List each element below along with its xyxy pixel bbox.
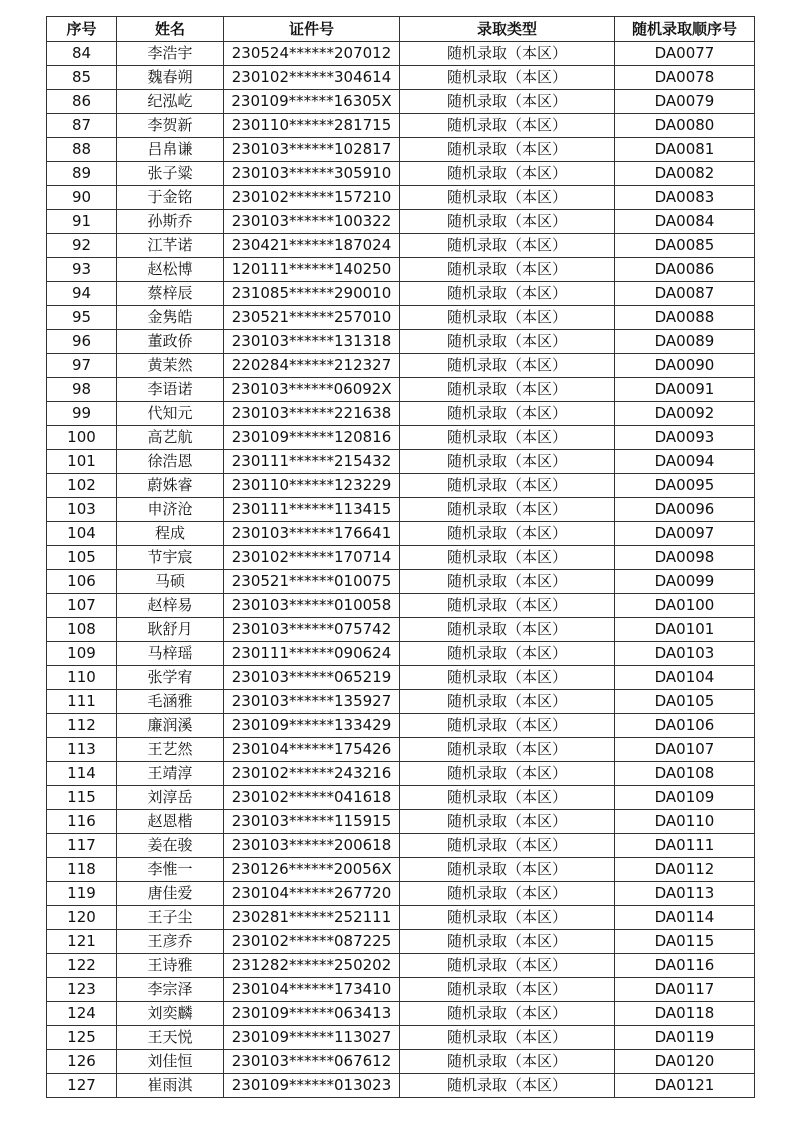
cell-random-order: DA0117 — [615, 978, 755, 1002]
table-row — [47, 42, 755, 66]
header-id-number: 证件号 — [224, 17, 400, 42]
cell-admission-type: 随机录取（本区） — [400, 642, 615, 666]
table-row — [47, 834, 755, 858]
cell-name: 赵梓易 — [117, 594, 224, 618]
cell-random-order: DA0109 — [615, 786, 755, 810]
table-row — [47, 1002, 755, 1026]
cell-serial: 103 — [47, 498, 117, 522]
cell-random-order: DA0120 — [615, 1050, 755, 1074]
cell-id-number: 120111******140250 — [224, 258, 400, 282]
cell-id-number: 230109******133429 — [224, 714, 400, 738]
cell-name: 毛涵雅 — [117, 690, 224, 714]
cell-name: 孙斯乔 — [117, 210, 224, 234]
cell-id-number: 230103******100322 — [224, 210, 400, 234]
table-row — [47, 234, 755, 258]
cell-admission-type: 随机录取（本区） — [400, 450, 615, 474]
cell-id-number: 230103******065219 — [224, 666, 400, 690]
cell-serial: 113 — [47, 738, 117, 762]
cell-admission-type: 随机录取（本区） — [400, 570, 615, 594]
cell-serial: 90 — [47, 186, 117, 210]
cell-random-order: DA0112 — [615, 858, 755, 882]
cell-id-number: 230109******113027 — [224, 1026, 400, 1050]
cell-name: 黄茉然 — [117, 354, 224, 378]
cell-random-order: DA0119 — [615, 1026, 755, 1050]
cell-name: 吕帛谦 — [117, 138, 224, 162]
cell-admission-type: 随机录取（本区） — [400, 738, 615, 762]
cell-id-number: 230110******123229 — [224, 474, 400, 498]
cell-admission-type: 随机录取（本区） — [400, 282, 615, 306]
cell-name: 代知元 — [117, 402, 224, 426]
cell-name: 赵恩楷 — [117, 810, 224, 834]
cell-admission-type: 随机录取（本区） — [400, 882, 615, 906]
cell-serial: 93 — [47, 258, 117, 282]
cell-admission-type: 随机录取（本区） — [400, 978, 615, 1002]
cell-random-order: DA0113 — [615, 882, 755, 906]
cell-random-order: DA0095 — [615, 474, 755, 498]
cell-name: 王彦乔 — [117, 930, 224, 954]
cell-serial: 111 — [47, 690, 117, 714]
cell-name: 李惟一 — [117, 858, 224, 882]
table-row — [47, 306, 755, 330]
table-row — [47, 930, 755, 954]
cell-name: 金隽皓 — [117, 306, 224, 330]
table-row — [47, 594, 755, 618]
cell-id-number: 230111******215432 — [224, 450, 400, 474]
cell-admission-type: 随机录取（本区） — [400, 426, 615, 450]
cell-admission-type: 随机录取（本区） — [400, 114, 615, 138]
cell-id-number: 230524******207012 — [224, 42, 400, 66]
header-admission-type: 录取类型 — [400, 17, 615, 42]
cell-id-number: 230103******200618 — [224, 834, 400, 858]
table-row — [47, 882, 755, 906]
table-row — [47, 210, 755, 234]
cell-name: 王艺然 — [117, 738, 224, 762]
cell-name: 姜在骏 — [117, 834, 224, 858]
cell-id-number: 220284******212327 — [224, 354, 400, 378]
table-row — [47, 1026, 755, 1050]
cell-admission-type: 随机录取（本区） — [400, 906, 615, 930]
cell-random-order: DA0081 — [615, 138, 755, 162]
table-row — [47, 90, 755, 114]
table-row — [47, 402, 755, 426]
cell-serial: 119 — [47, 882, 117, 906]
cell-id-number: 230102******041618 — [224, 786, 400, 810]
cell-random-order: DA0091 — [615, 378, 755, 402]
cell-serial: 88 — [47, 138, 117, 162]
cell-admission-type: 随机录取（本区） — [400, 834, 615, 858]
cell-name: 崔雨淇 — [117, 1074, 224, 1098]
cell-random-order: DA0090 — [615, 354, 755, 378]
cell-admission-type: 随机录取（本区） — [400, 618, 615, 642]
cell-random-order: DA0104 — [615, 666, 755, 690]
cell-serial: 89 — [47, 162, 117, 186]
cell-serial: 84 — [47, 42, 117, 66]
cell-random-order: DA0121 — [615, 1074, 755, 1098]
cell-name: 唐佳爱 — [117, 882, 224, 906]
cell-name: 徐浩恩 — [117, 450, 224, 474]
cell-name: 王子尘 — [117, 906, 224, 930]
table-row — [47, 138, 755, 162]
cell-name: 刘淳岳 — [117, 786, 224, 810]
cell-name: 耿舒月 — [117, 618, 224, 642]
cell-id-number: 230103******067612 — [224, 1050, 400, 1074]
cell-serial: 106 — [47, 570, 117, 594]
cell-serial: 94 — [47, 282, 117, 306]
cell-id-number: 230111******090624 — [224, 642, 400, 666]
table-row — [47, 162, 755, 186]
cell-id-number: 230111******113415 — [224, 498, 400, 522]
cell-random-order: DA0084 — [615, 210, 755, 234]
cell-admission-type: 随机录取（本区） — [400, 210, 615, 234]
cell-id-number: 230102******243216 — [224, 762, 400, 786]
cell-random-order: DA0082 — [615, 162, 755, 186]
cell-random-order: DA0098 — [615, 546, 755, 570]
table-row — [47, 906, 755, 930]
table-row — [47, 546, 755, 570]
cell-id-number: 230421******187024 — [224, 234, 400, 258]
cell-admission-type: 随机录取（本区） — [400, 354, 615, 378]
cell-name: 李语诺 — [117, 378, 224, 402]
cell-name: 纪泓屹 — [117, 90, 224, 114]
cell-serial: 127 — [47, 1074, 117, 1098]
cell-id-number: 230103******305910 — [224, 162, 400, 186]
cell-random-order: DA0101 — [615, 618, 755, 642]
cell-random-order: DA0099 — [615, 570, 755, 594]
cell-name: 刘佳恒 — [117, 1050, 224, 1074]
cell-admission-type: 随机录取（本区） — [400, 378, 615, 402]
cell-admission-type: 随机录取（本区） — [400, 930, 615, 954]
cell-admission-type: 随机录取（本区） — [400, 42, 615, 66]
cell-serial: 95 — [47, 306, 117, 330]
cell-admission-type: 随机录取（本区） — [400, 234, 615, 258]
cell-name: 高艺航 — [117, 426, 224, 450]
cell-serial: 105 — [47, 546, 117, 570]
cell-random-order: DA0118 — [615, 1002, 755, 1026]
cell-random-order: DA0111 — [615, 834, 755, 858]
cell-admission-type: 随机录取（本区） — [400, 306, 615, 330]
cell-random-order: DA0087 — [615, 282, 755, 306]
cell-admission-type: 随机录取（本区） — [400, 546, 615, 570]
table-row — [47, 954, 755, 978]
cell-serial: 123 — [47, 978, 117, 1002]
cell-random-order: DA0096 — [615, 498, 755, 522]
table-body — [47, 42, 755, 1098]
table-row — [47, 378, 755, 402]
cell-id-number: 230103******010058 — [224, 594, 400, 618]
cell-id-number: 230103******06092X — [224, 378, 400, 402]
cell-id-number: 230281******252111 — [224, 906, 400, 930]
cell-serial: 99 — [47, 402, 117, 426]
cell-random-order: DA0078 — [615, 66, 755, 90]
cell-id-number: 230104******173410 — [224, 978, 400, 1002]
cell-id-number: 230126******20056X — [224, 858, 400, 882]
cell-serial: 121 — [47, 930, 117, 954]
cell-serial: 118 — [47, 858, 117, 882]
cell-admission-type: 随机录取（本区） — [400, 1002, 615, 1026]
cell-id-number: 230110******281715 — [224, 114, 400, 138]
cell-id-number: 230109******063413 — [224, 1002, 400, 1026]
cell-id-number: 230103******115915 — [224, 810, 400, 834]
cell-id-number: 230104******175426 — [224, 738, 400, 762]
cell-id-number: 230102******087225 — [224, 930, 400, 954]
cell-id-number: 230109******013023 — [224, 1074, 400, 1098]
cell-random-order: DA0079 — [615, 90, 755, 114]
cell-name: 李浩宇 — [117, 42, 224, 66]
table-row — [47, 330, 755, 354]
cell-name: 蔚姝睿 — [117, 474, 224, 498]
cell-serial: 86 — [47, 90, 117, 114]
cell-admission-type: 随机录取（本区） — [400, 810, 615, 834]
cell-id-number: 230103******102817 — [224, 138, 400, 162]
cell-admission-type: 随机录取（本区） — [400, 1026, 615, 1050]
cell-admission-type: 随机录取（本区） — [400, 66, 615, 90]
cell-random-order: DA0080 — [615, 114, 755, 138]
table-row — [47, 522, 755, 546]
cell-random-order: DA0108 — [615, 762, 755, 786]
cell-serial: 85 — [47, 66, 117, 90]
cell-admission-type: 随机录取（本区） — [400, 1050, 615, 1074]
cell-serial: 114 — [47, 762, 117, 786]
cell-random-order: DA0116 — [615, 954, 755, 978]
table-row — [47, 66, 755, 90]
cell-random-order: DA0115 — [615, 930, 755, 954]
cell-name: 蔡梓辰 — [117, 282, 224, 306]
cell-id-number: 230109******16305X — [224, 90, 400, 114]
cell-random-order: DA0100 — [615, 594, 755, 618]
cell-serial: 112 — [47, 714, 117, 738]
cell-name: 魏春朔 — [117, 66, 224, 90]
cell-admission-type: 随机录取（本区） — [400, 138, 615, 162]
table-row — [47, 570, 755, 594]
cell-random-order: DA0114 — [615, 906, 755, 930]
cell-admission-type: 随机录取（本区） — [400, 402, 615, 426]
cell-random-order: DA0097 — [615, 522, 755, 546]
cell-name: 王天悦 — [117, 1026, 224, 1050]
cell-name: 马梓瑶 — [117, 642, 224, 666]
cell-serial: 109 — [47, 642, 117, 666]
cell-serial: 116 — [47, 810, 117, 834]
cell-random-order: DA0092 — [615, 402, 755, 426]
table-row — [47, 426, 755, 450]
cell-name: 李宗泽 — [117, 978, 224, 1002]
cell-id-number: 231085******290010 — [224, 282, 400, 306]
cell-id-number: 230521******257010 — [224, 306, 400, 330]
cell-admission-type: 随机录取（本区） — [400, 954, 615, 978]
cell-admission-type: 随机录取（本区） — [400, 594, 615, 618]
cell-admission-type: 随机录取（本区） — [400, 666, 615, 690]
cell-admission-type: 随机录取（本区） — [400, 330, 615, 354]
table-header-row — [47, 17, 755, 42]
cell-serial: 87 — [47, 114, 117, 138]
cell-name: 程成 — [117, 522, 224, 546]
table-row — [47, 186, 755, 210]
table-row — [47, 618, 755, 642]
cell-admission-type: 随机录取（本区） — [400, 90, 615, 114]
table-row — [47, 258, 755, 282]
cell-serial: 92 — [47, 234, 117, 258]
header-name: 姓名 — [117, 17, 224, 42]
cell-serial: 120 — [47, 906, 117, 930]
cell-serial: 115 — [47, 786, 117, 810]
cell-id-number: 230104******267720 — [224, 882, 400, 906]
cell-serial: 97 — [47, 354, 117, 378]
cell-random-order: DA0077 — [615, 42, 755, 66]
table-row — [47, 642, 755, 666]
table-row — [47, 786, 755, 810]
cell-serial: 125 — [47, 1026, 117, 1050]
cell-name: 申济沧 — [117, 498, 224, 522]
cell-name: 廉润溪 — [117, 714, 224, 738]
header-serial: 序号 — [47, 17, 117, 42]
cell-serial: 126 — [47, 1050, 117, 1074]
table-row — [47, 354, 755, 378]
cell-serial: 124 — [47, 1002, 117, 1026]
cell-id-number: 230521******010075 — [224, 570, 400, 594]
cell-admission-type: 随机录取（本区） — [400, 474, 615, 498]
cell-name: 张学宥 — [117, 666, 224, 690]
cell-random-order: DA0106 — [615, 714, 755, 738]
table-row — [47, 858, 755, 882]
table-row — [47, 690, 755, 714]
table-row — [47, 762, 755, 786]
table-row — [47, 738, 755, 762]
cell-serial: 122 — [47, 954, 117, 978]
cell-admission-type: 随机录取（本区） — [400, 714, 615, 738]
admission-table — [46, 16, 755, 1098]
header-random-order: 随机录取顺序号 — [615, 17, 755, 42]
cell-admission-type: 随机录取（本区） — [400, 498, 615, 522]
cell-serial: 100 — [47, 426, 117, 450]
table-row — [47, 1074, 755, 1098]
cell-serial: 91 — [47, 210, 117, 234]
cell-admission-type: 随机录取（本区） — [400, 786, 615, 810]
cell-name: 于金铭 — [117, 186, 224, 210]
table-row — [47, 978, 755, 1002]
cell-serial: 96 — [47, 330, 117, 354]
table-row — [47, 498, 755, 522]
cell-random-order: DA0103 — [615, 642, 755, 666]
cell-admission-type: 随机录取（本区） — [400, 162, 615, 186]
cell-name: 赵松博 — [117, 258, 224, 282]
cell-serial: 104 — [47, 522, 117, 546]
cell-serial: 101 — [47, 450, 117, 474]
table-row — [47, 114, 755, 138]
cell-id-number: 230103******075742 — [224, 618, 400, 642]
table-row — [47, 474, 755, 498]
cell-name: 江芊诺 — [117, 234, 224, 258]
cell-id-number: 230103******176641 — [224, 522, 400, 546]
cell-random-order: DA0093 — [615, 426, 755, 450]
cell-random-order: DA0110 — [615, 810, 755, 834]
table-row — [47, 714, 755, 738]
cell-name: 节宇宸 — [117, 546, 224, 570]
cell-admission-type: 随机录取（本区） — [400, 258, 615, 282]
cell-serial: 117 — [47, 834, 117, 858]
cell-id-number: 230109******120816 — [224, 426, 400, 450]
cell-serial: 108 — [47, 618, 117, 642]
cell-name: 王诗雅 — [117, 954, 224, 978]
cell-admission-type: 随机录取（本区） — [400, 858, 615, 882]
cell-name: 马硕 — [117, 570, 224, 594]
cell-admission-type: 随机录取（本区） — [400, 1074, 615, 1098]
cell-name: 刘奕麟 — [117, 1002, 224, 1026]
cell-admission-type: 随机录取（本区） — [400, 762, 615, 786]
cell-id-number: 230102******304614 — [224, 66, 400, 90]
cell-id-number: 230103******135927 — [224, 690, 400, 714]
cell-name: 王靖淳 — [117, 762, 224, 786]
cell-random-order: DA0094 — [615, 450, 755, 474]
cell-serial: 110 — [47, 666, 117, 690]
table-row — [47, 450, 755, 474]
cell-random-order: DA0086 — [615, 258, 755, 282]
cell-id-number: 231282******250202 — [224, 954, 400, 978]
cell-admission-type: 随机录取（本区） — [400, 690, 615, 714]
cell-serial: 98 — [47, 378, 117, 402]
cell-name: 张子粱 — [117, 162, 224, 186]
cell-admission-type: 随机录取（本区） — [400, 522, 615, 546]
table-row — [47, 810, 755, 834]
cell-id-number: 230102******157210 — [224, 186, 400, 210]
cell-random-order: DA0107 — [615, 738, 755, 762]
cell-name: 李贺新 — [117, 114, 224, 138]
cell-random-order: DA0085 — [615, 234, 755, 258]
cell-serial: 107 — [47, 594, 117, 618]
cell-name: 董政侨 — [117, 330, 224, 354]
table-row — [47, 1050, 755, 1074]
cell-random-order: DA0089 — [615, 330, 755, 354]
table-row — [47, 666, 755, 690]
cell-serial: 102 — [47, 474, 117, 498]
cell-random-order: DA0088 — [615, 306, 755, 330]
table-row — [47, 282, 755, 306]
cell-id-number: 230103******131318 — [224, 330, 400, 354]
cell-random-order: DA0105 — [615, 690, 755, 714]
cell-random-order: DA0083 — [615, 186, 755, 210]
cell-id-number: 230102******170714 — [224, 546, 400, 570]
cell-admission-type: 随机录取（本区） — [400, 186, 615, 210]
cell-id-number: 230103******221638 — [224, 402, 400, 426]
